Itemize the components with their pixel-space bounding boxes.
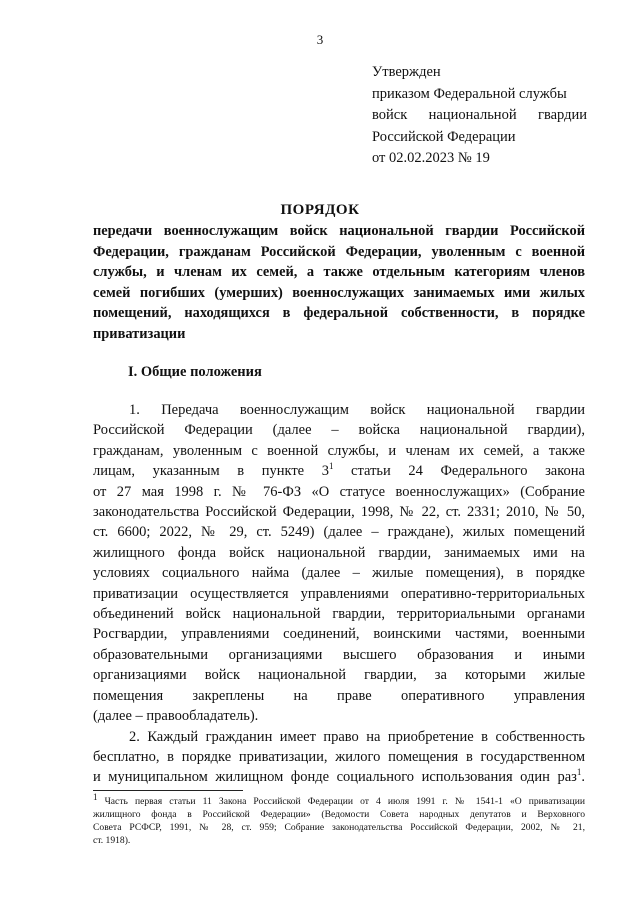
text-line: 1. Передача военнослужащим войск национальной гвардии (129, 402, 585, 418)
subtitle-line: семей погибших (умерших) военнослужащих занимаемых ими жилых (93, 284, 585, 301)
paragraph-1 (93, 400, 585, 727)
text-line: Росгвардии, управлениями соединений, воинскими частями, военными (93, 626, 585, 643)
text-line: Российской Федерации (далее – войска национальной гвардии), (93, 422, 585, 439)
approval-line: Российской Федерации (372, 128, 516, 145)
text-line: образовательными организациями высшего образования и иными (93, 646, 585, 663)
subtitle-line: приватизации (93, 325, 186, 342)
text-fragment: статьи 24 Федерального закона (333, 463, 585, 480)
document-title: ПОРЯДОК (280, 202, 360, 218)
text-fragment: и муниципальном жилищном фонде социального использования один раз (93, 769, 577, 786)
approval-stamp (372, 62, 587, 170)
footnote-divider (93, 790, 243, 791)
footnote-marker: 1 (93, 791, 98, 802)
document-subtitle (93, 221, 585, 344)
text-line: гражданам, уволенным с военной службы, и членам их семей, а также (93, 442, 585, 459)
text-line: (далее – правообладатель). (93, 708, 259, 725)
approval-line: Утвержден (372, 64, 441, 80)
text-fragment: лицам, указанным в пункте 3 (93, 463, 329, 480)
paragraph-2 (93, 727, 585, 788)
footnote-reference: 1 (576, 767, 582, 778)
approval-line: войск национальной гвардии (372, 107, 587, 123)
approval-line: приказом Федеральной службы (372, 85, 567, 102)
footnote-line: ст. 1918). (93, 835, 131, 846)
text-line (93, 461, 585, 481)
text-line: 2. Каждый гражданин имеет право на приобретение в собственность (129, 728, 585, 745)
subtitle-line: службы, и членам их семей, а также отдельным категориям членов (93, 264, 585, 280)
text-line: от 27 мая 1998 г. № 76-ФЗ «О статусе военнослужащих» (Собрание (93, 483, 585, 500)
footnote-line: Совета РСФСР, 1991, № 28, ст. 959; Собрание законодательства Российской Федерации, 2002, № 21, (93, 822, 585, 833)
subtitle-line: передачи военнослужащим войск национальной гвардии Российской (93, 223, 585, 239)
text-line: условиях социального найма (далее – жилые помещения), в порядке (93, 565, 585, 582)
text-line: законодательства Российской Федерации, 1998, № 22, ст. 2331; 2010, № 50, (93, 504, 585, 521)
footnote (93, 791, 585, 847)
text-line: помещения закреплены на праве оперативного управления (93, 687, 585, 704)
footnote-line (93, 791, 585, 808)
footnote-line: жилищного фонда в Российской Федерации» (Ведомости Совета народных депутатов и Верховного (93, 809, 585, 820)
text-line: жилищного фонда войск национальной гвардии, занимаемых ими на (93, 544, 585, 561)
text-line: объединений войск национальной гвардии, территориальными органами (93, 606, 585, 623)
text-line: приватизации осуществляется управлениями оперативно-территориальных (93, 585, 585, 602)
subtitle-line: помещений, находящихся в федеральной собственности, в порядке (93, 305, 585, 321)
text-line: организациями войск национальной гвардии, за которыми жилые (93, 667, 585, 684)
text-fragment: Часть первая статьи 11 Закона Российской Федерации от 4 июля 1991 г. № 1541-1 «О приватизации (97, 796, 585, 807)
section-heading: I. Общие положения (128, 364, 262, 380)
text-line: бесплатно, в порядке приватизации, жилого помещения в государственном (93, 748, 585, 765)
text-fragment: . (581, 769, 585, 786)
approval-line: от 02.02.2023 № 19 (372, 150, 490, 166)
text-line: ст. 6600; 2022, № 29, ст. 5249) (далее – граждане), жилых помещений (93, 524, 585, 541)
footnote-reference: 1 (328, 461, 334, 472)
subtitle-line: Федерации, гражданам Российской Федерации, уволенным с военной (93, 243, 585, 260)
body-text (93, 400, 585, 788)
page-number: 3 (316, 32, 324, 47)
text-line (93, 767, 585, 787)
